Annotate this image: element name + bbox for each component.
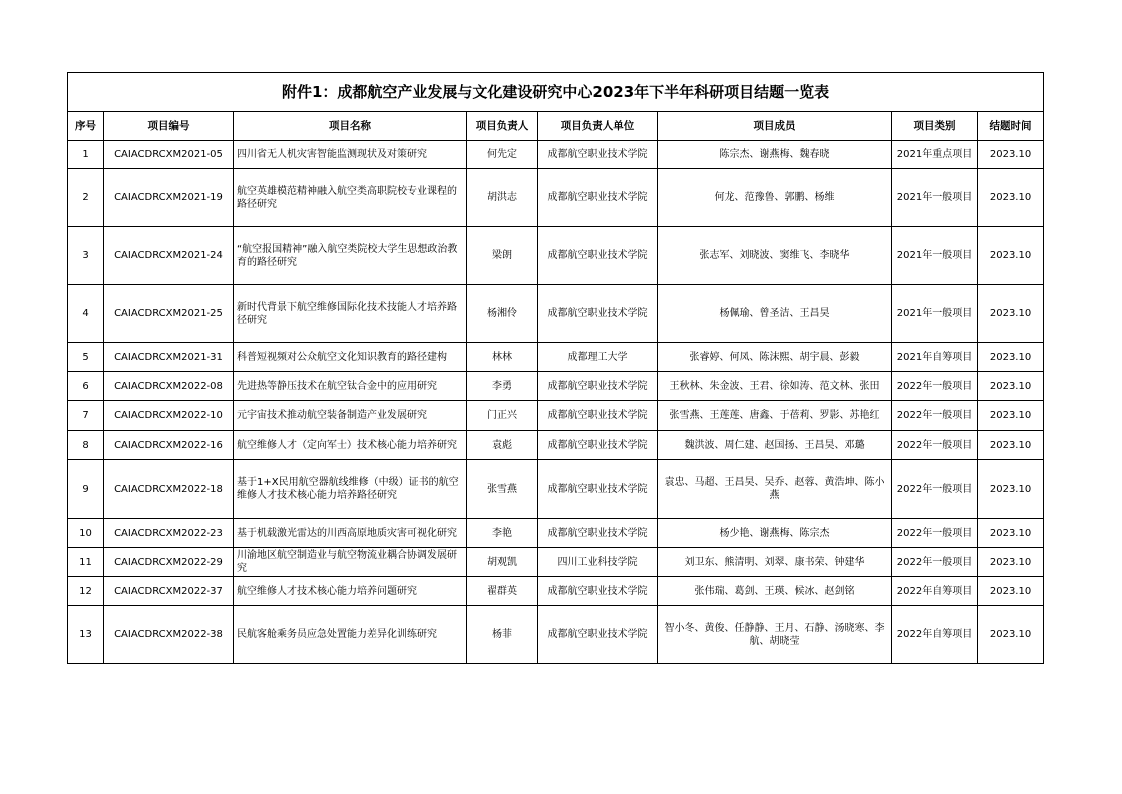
project-members: 杨少艳、谢燕梅、陈宗杰 [658, 519, 892, 548]
completion-date: 2023.10 [978, 343, 1044, 372]
project-category: 2022年一般项目 [892, 372, 978, 401]
project-members: 何龙、范豫鲁、郭鹏、杨维 [658, 169, 892, 227]
leader-unit: 四川工业科技学院 [538, 548, 658, 577]
completion-date: 2023.10 [978, 577, 1044, 606]
row-number: 10 [68, 519, 104, 548]
project-code: CAIACDRCXM2022-16 [104, 431, 234, 460]
project-leader: 梁朗 [467, 227, 538, 285]
project-name: 民航客舱乘务员应急处置能力差异化训练研究 [234, 606, 467, 664]
project-members: 张伟瑞、葛剑、王瑛、候冰、赵剑铭 [658, 577, 892, 606]
table-row [68, 431, 1044, 460]
header-code: 项目编号 [104, 112, 234, 141]
project-leader: 杨菲 [467, 606, 538, 664]
project-name: 航空维修人才（定向军士）技术核心能力培养研究 [234, 431, 467, 460]
project-code: CAIACDRCXM2021-25 [104, 285, 234, 343]
project-members: 陈宗杰、谢燕梅、魏春晓 [658, 141, 892, 169]
leader-unit: 成都航空职业技术学院 [538, 577, 658, 606]
project-members: 张志军、刘晓波、窦维飞、李晓华 [658, 227, 892, 285]
completion-date: 2023.10 [978, 285, 1044, 343]
project-leader: 张雪燕 [467, 460, 538, 519]
project-members: 袁忠、马超、王昌昊、吴乔、赵蓉、黄浩坤、陈小燕 [658, 460, 892, 519]
project-leader: 杨湘伶 [467, 285, 538, 343]
leader-unit: 成都航空职业技术学院 [538, 519, 658, 548]
project-members: 魏洪波、周仁建、赵国扬、王昌昊、邓璐 [658, 431, 892, 460]
table-row [68, 606, 1044, 664]
table-row [68, 343, 1044, 372]
project-code: CAIACDRCXM2021-19 [104, 169, 234, 227]
completion-date: 2023.10 [978, 519, 1044, 548]
leader-unit: 成都航空职业技术学院 [538, 401, 658, 431]
project-name: 四川省无人机灾害智能监测现状及对策研究 [234, 141, 467, 169]
project-name: 航空英雄模范精神融入航空类高职院校专业课程的路径研究 [234, 169, 467, 227]
header-no: 序号 [68, 112, 104, 141]
table-row [68, 141, 1044, 169]
project-category: 2022年自筹项目 [892, 577, 978, 606]
project-code: CAIACDRCXM2022-10 [104, 401, 234, 431]
project-code: CAIACDRCXM2022-29 [104, 548, 234, 577]
row-number: 9 [68, 460, 104, 519]
project-name: 航空维修人才技术核心能力培养问题研究 [234, 577, 467, 606]
completion-date: 2023.10 [978, 227, 1044, 285]
table-row [68, 548, 1044, 577]
completion-date: 2023.10 [978, 460, 1044, 519]
project-category: 2022年一般项目 [892, 519, 978, 548]
project-name: 基于1+X民用航空器航线维修（中级）证书的航空维修人才技术核心能力培养路径研究 [234, 460, 467, 519]
project-leader: 李艳 [467, 519, 538, 548]
header-category: 项目类别 [892, 112, 978, 141]
project-category: 2021年一般项目 [892, 227, 978, 285]
header-members: 项目成员 [658, 112, 892, 141]
completion-date: 2023.10 [978, 372, 1044, 401]
project-name: 基于机载激光雷达的川西高原地质灾害可视化研究 [234, 519, 467, 548]
row-number: 5 [68, 343, 104, 372]
row-number: 6 [68, 372, 104, 401]
header-unit: 项目负责人单位 [538, 112, 658, 141]
project-category: 2022年一般项目 [892, 548, 978, 577]
table-row [68, 285, 1044, 343]
completion-date: 2023.10 [978, 401, 1044, 431]
header-name: 项目名称 [234, 112, 467, 141]
leader-unit: 成都航空职业技术学院 [538, 285, 658, 343]
project-name: 元宇宙技术推动航空装备制造产业发展研究 [234, 401, 467, 431]
completion-date: 2023.10 [978, 169, 1044, 227]
results-table [67, 72, 1044, 664]
leader-unit: 成都理工大学 [538, 343, 658, 372]
project-category: 2022年自筹项目 [892, 606, 978, 664]
project-code: CAIACDRCXM2022-23 [104, 519, 234, 548]
project-category: 2021年自筹项目 [892, 343, 978, 372]
row-number: 2 [68, 169, 104, 227]
project-name: “航空报国精神”融入航空类院校大学生思想政治教育的路径研究 [234, 227, 467, 285]
table-title: 附件1：成都航空产业发展与文化建设研究中心2023年下半年科研项目结题一览表 [68, 73, 1044, 112]
completion-date: 2023.10 [978, 548, 1044, 577]
row-number: 7 [68, 401, 104, 431]
project-leader: 李勇 [467, 372, 538, 401]
project-code: CAIACDRCXM2022-08 [104, 372, 234, 401]
project-members: 张雪燕、王莲莲、唐鑫、于蓓莉、罗影、苏艳红 [658, 401, 892, 431]
table-row [68, 372, 1044, 401]
table-row [68, 460, 1044, 519]
table-row [68, 577, 1044, 606]
project-leader: 门正兴 [467, 401, 538, 431]
project-members: 杨佩瑜、曾圣洁、王昌昊 [658, 285, 892, 343]
leader-unit: 成都航空职业技术学院 [538, 141, 658, 169]
project-code: CAIACDRCXM2022-37 [104, 577, 234, 606]
project-name: 先进热等静压技术在航空钛合金中的应用研究 [234, 372, 467, 401]
project-members: 王秋林、朱金波、王君、徐如涛、范文林、张田 [658, 372, 892, 401]
project-category: 2021年一般项目 [892, 169, 978, 227]
row-number: 8 [68, 431, 104, 460]
leader-unit: 成都航空职业技术学院 [538, 606, 658, 664]
project-code: CAIACDRCXM2022-18 [104, 460, 234, 519]
table-row [68, 519, 1044, 548]
leader-unit: 成都航空职业技术学院 [538, 169, 658, 227]
leader-unit: 成都航空职业技术学院 [538, 372, 658, 401]
project-leader: 胡洪志 [467, 169, 538, 227]
project-leader: 胡观凯 [467, 548, 538, 577]
row-number: 11 [68, 548, 104, 577]
table-row [68, 227, 1044, 285]
project-code: CAIACDRCXM2022-38 [104, 606, 234, 664]
project-category: 2022年一般项目 [892, 460, 978, 519]
row-number: 13 [68, 606, 104, 664]
row-number: 12 [68, 577, 104, 606]
leader-unit: 成都航空职业技术学院 [538, 431, 658, 460]
project-leader: 袁彪 [467, 431, 538, 460]
project-leader: 林林 [467, 343, 538, 372]
project-code: CAIACDRCXM2021-24 [104, 227, 234, 285]
row-number: 1 [68, 141, 104, 169]
project-name: 科普短视频对公众航空文化知识教育的路径建构 [234, 343, 467, 372]
table-row [68, 169, 1044, 227]
header-date: 结题时间 [978, 112, 1044, 141]
header-leader: 项目负责人 [467, 112, 538, 141]
completion-date: 2023.10 [978, 431, 1044, 460]
project-members: 刘卫东、熊清明、刘翠、康书荣、钟建华 [658, 548, 892, 577]
project-category: 2021年重点项目 [892, 141, 978, 169]
project-members: 张睿婷、何凤、陈沫熙、胡宇晨、彭毅 [658, 343, 892, 372]
project-category: 2021年一般项目 [892, 285, 978, 343]
project-name: 新时代背景下航空维修国际化技术技能人才培养路径研究 [234, 285, 467, 343]
project-members: 智小冬、黄俊、任静静、王月、石静、汤晓寒、李航、胡晓莹 [658, 606, 892, 664]
table-row [68, 401, 1044, 431]
header-row [68, 112, 1044, 141]
project-category: 2022年一般项目 [892, 401, 978, 431]
project-leader: 何先定 [467, 141, 538, 169]
leader-unit: 成都航空职业技术学院 [538, 460, 658, 519]
completion-date: 2023.10 [978, 141, 1044, 169]
project-code: CAIACDRCXM2021-05 [104, 141, 234, 169]
row-number: 4 [68, 285, 104, 343]
project-leader: 翟群英 [467, 577, 538, 606]
leader-unit: 成都航空职业技术学院 [538, 227, 658, 285]
completion-date: 2023.10 [978, 606, 1044, 664]
project-name: 川渝地区航空制造业与航空物流业耦合协调发展研究 [234, 548, 467, 577]
row-number: 3 [68, 227, 104, 285]
project-category: 2022年一般项目 [892, 431, 978, 460]
project-code: CAIACDRCXM2021-31 [104, 343, 234, 372]
